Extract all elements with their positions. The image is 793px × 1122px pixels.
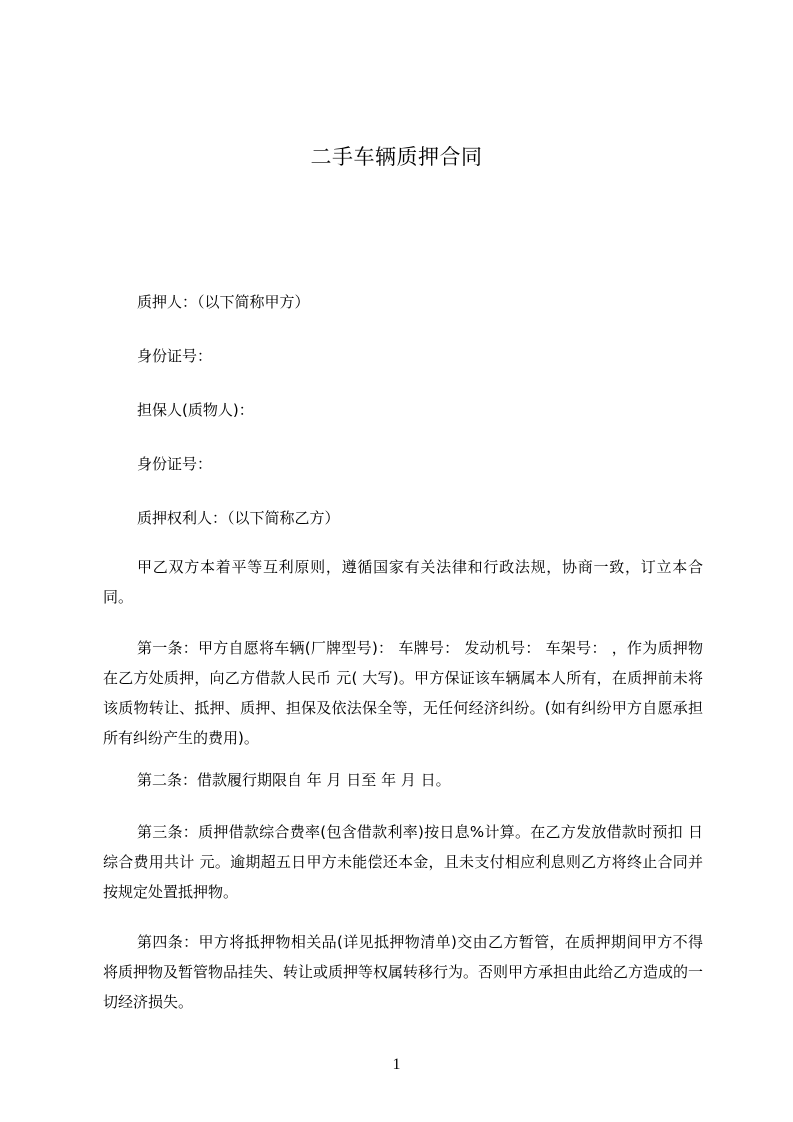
article-2-text: 第二条：借款履行期限自 年 月 日至 年 月 日。 [137,771,451,789]
pledgee-line: 质押权利人：（以下简称乙方） [137,509,340,527]
article-4-text: 第四条：甲方将抵押物相关品(详见抵押物清单)交由乙方暂管，在质押期间甲方不得将质押物及暂管物品挂失、转让或质押等权属转移行为。否则甲方承担由此给乙方造成的一切经济损失。 [103,933,704,1011]
article-3-paragraph [103,817,703,907]
guarantor-line: 担保人(质物人)： [137,401,254,419]
pledgor-line: 质押人：（以下简称甲方） [137,293,310,311]
preamble-paragraph [103,552,703,612]
preamble-text: 甲乙双方本着平等互利原则，遵循国家有关法律和行政法规，协商一致，订立本合同。 [103,558,703,606]
article-1-text: 第一条：甲方自愿将车辆(厂牌型号)： 车牌号： 发动机号： 车架号： ，作为质押物在乙方处质押，向乙方借款人民币 元( 大写)。甲方保证该车辆属本人所有，在质押前未将该质物转让、抵押、质押、担保及依法保全等，无任何经济纠纷。(如有纠纷甲方自愿承担所有纠纷产生的费用)。 [103,639,703,747]
article-3-text: 第三条：质押借款综合费率(包含借款利率)按日息%计算。在乙方发放借款时预扣 日综合费用共计 元。逾期超五日甲方未能偿还本金，且未支付相应利息则乙方将终止合同并按规定处置抵押物。 [103,823,703,901]
contract-title: 二手车辆质押合同 [310,145,483,169]
guarantor-id-line: 身份证号： [137,455,213,473]
article-2-paragraph [103,765,703,795]
pledgor-id-line: 身份证号： [137,347,213,365]
article-1-paragraph [103,633,703,753]
page-number: 1 [392,1056,401,1073]
article-4-paragraph [103,927,703,1017]
